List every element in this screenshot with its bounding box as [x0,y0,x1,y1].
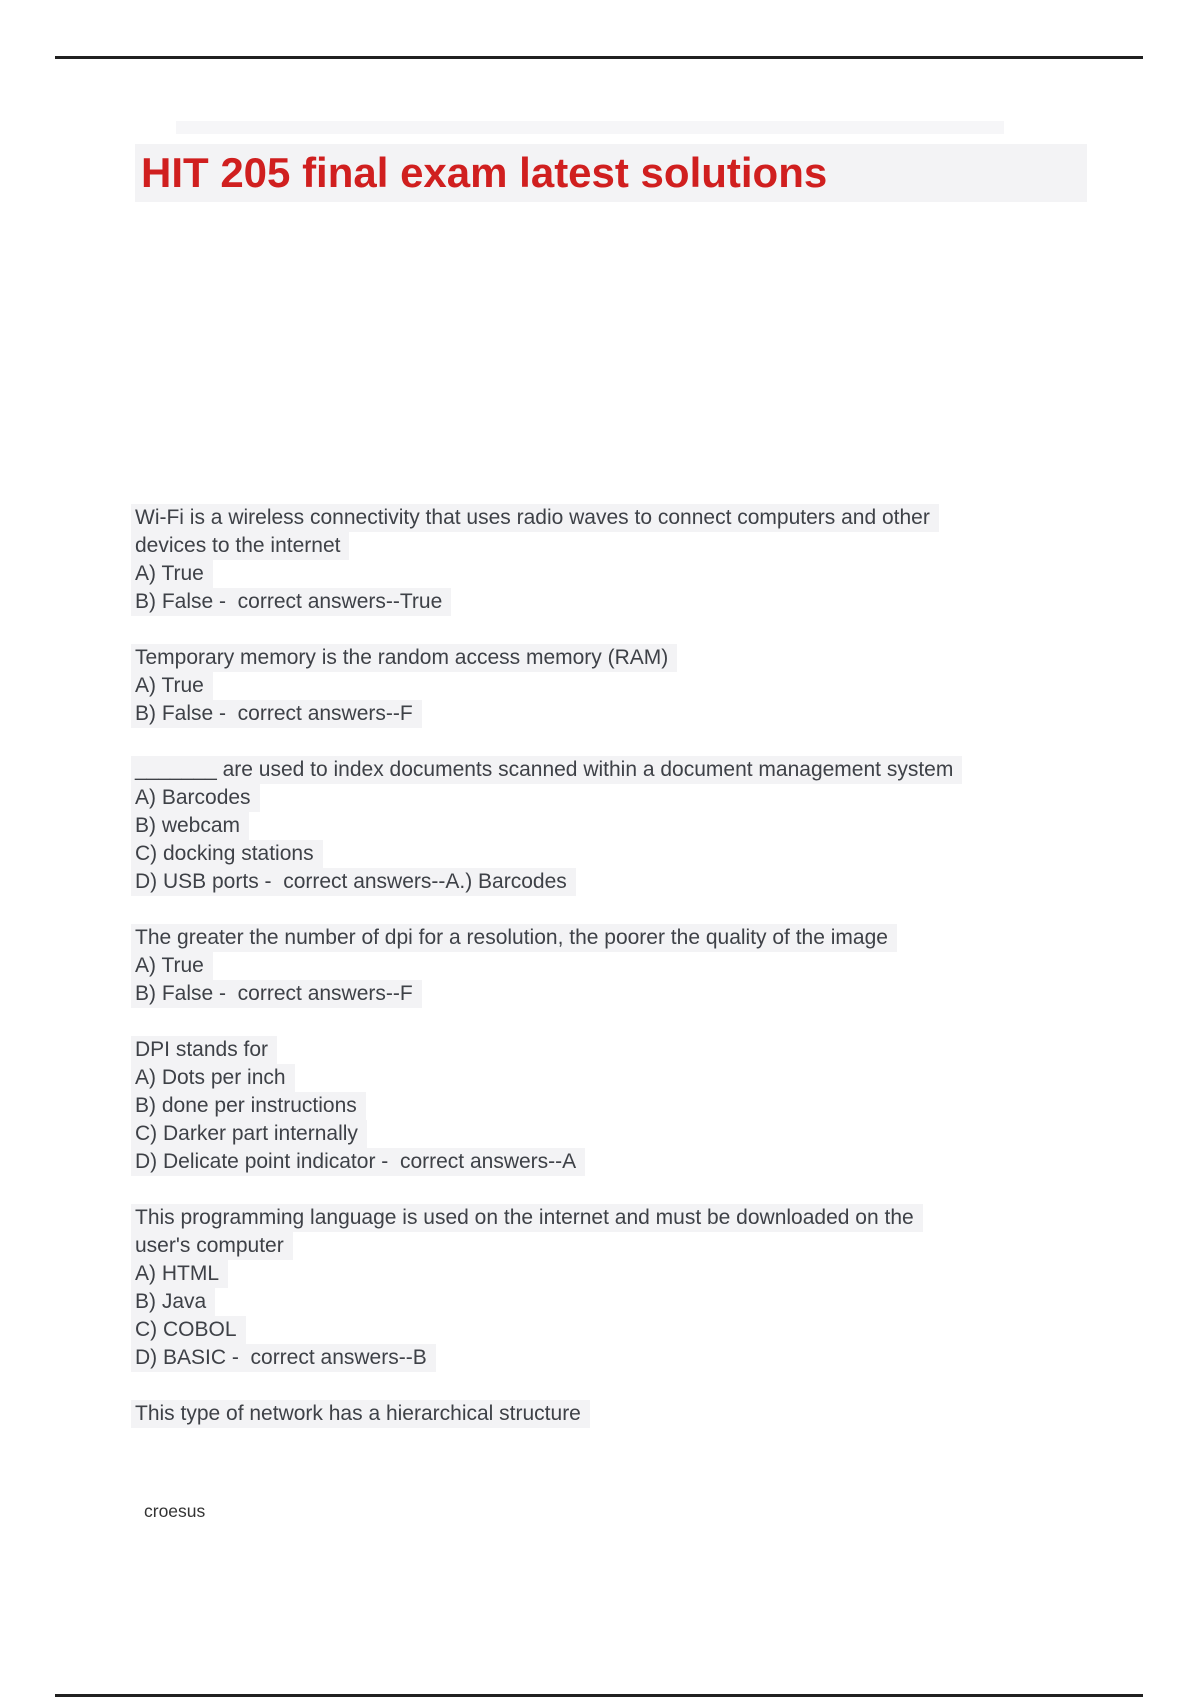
question-line: Wi-Fi is a wireless connectivity that uses radio waves to connect computers and other [131,504,939,532]
question-line: The greater the number of dpi for a resolution, the poorer the quality of the image [131,924,897,952]
pre-title-highlight [176,121,1004,134]
question-line: A) Barcodes [131,784,260,812]
question-line: B) webcam [131,812,249,840]
question-line: A) True [131,672,213,700]
question-line: A) Dots per inch [131,1064,295,1092]
question-block [135,644,1135,728]
question-line: B) False - correct answers--F [131,980,422,1008]
question-line: DPI stands for [131,1036,277,1064]
question-line: A) HTML [131,1260,228,1288]
question-block [135,504,1135,616]
question-block [135,924,1135,1008]
question-line: B) done per instructions [131,1092,366,1120]
footer-note: croesus [144,1501,206,1521]
question-line: user's computer [131,1232,293,1260]
question-line: D) USB ports - correct answers--A.) Barcodes [131,868,576,896]
question-line: This programming language is used on the internet and must be downloaded on the [131,1204,923,1232]
question-block [135,1036,1135,1176]
question-line: C) docking stations [131,840,323,868]
question-line: B) False - correct answers--True [131,588,451,616]
question-block [135,1204,1135,1372]
question-line: B) False - correct answers--F [131,700,422,728]
question-line: D) Delicate point indicator - correct answers--A [131,1148,585,1176]
question-line: D) BASIC - correct answers--B [131,1344,436,1372]
question-line: This type of network has a hierarchical structure [131,1400,590,1428]
top-rule [55,56,1143,59]
question-line: B) Java [131,1288,215,1316]
question-list [135,504,1135,1456]
question-line: devices to the internet [131,532,349,560]
question-block [135,756,1135,896]
page-title: HIT 205 final exam latest solutions [141,149,828,196]
question-line: _______ are used to index documents scanned within a document management system [131,756,962,784]
title-band [135,144,1087,202]
question-line: Temporary memory is the random access memory (RAM) [131,644,677,672]
bottom-rule [55,1694,1143,1697]
question-line: A) True [131,952,213,980]
question-line: C) COBOL [131,1316,246,1344]
question-block [135,1400,1135,1428]
question-line: A) True [131,560,213,588]
question-line: C) Darker part internally [131,1120,367,1148]
